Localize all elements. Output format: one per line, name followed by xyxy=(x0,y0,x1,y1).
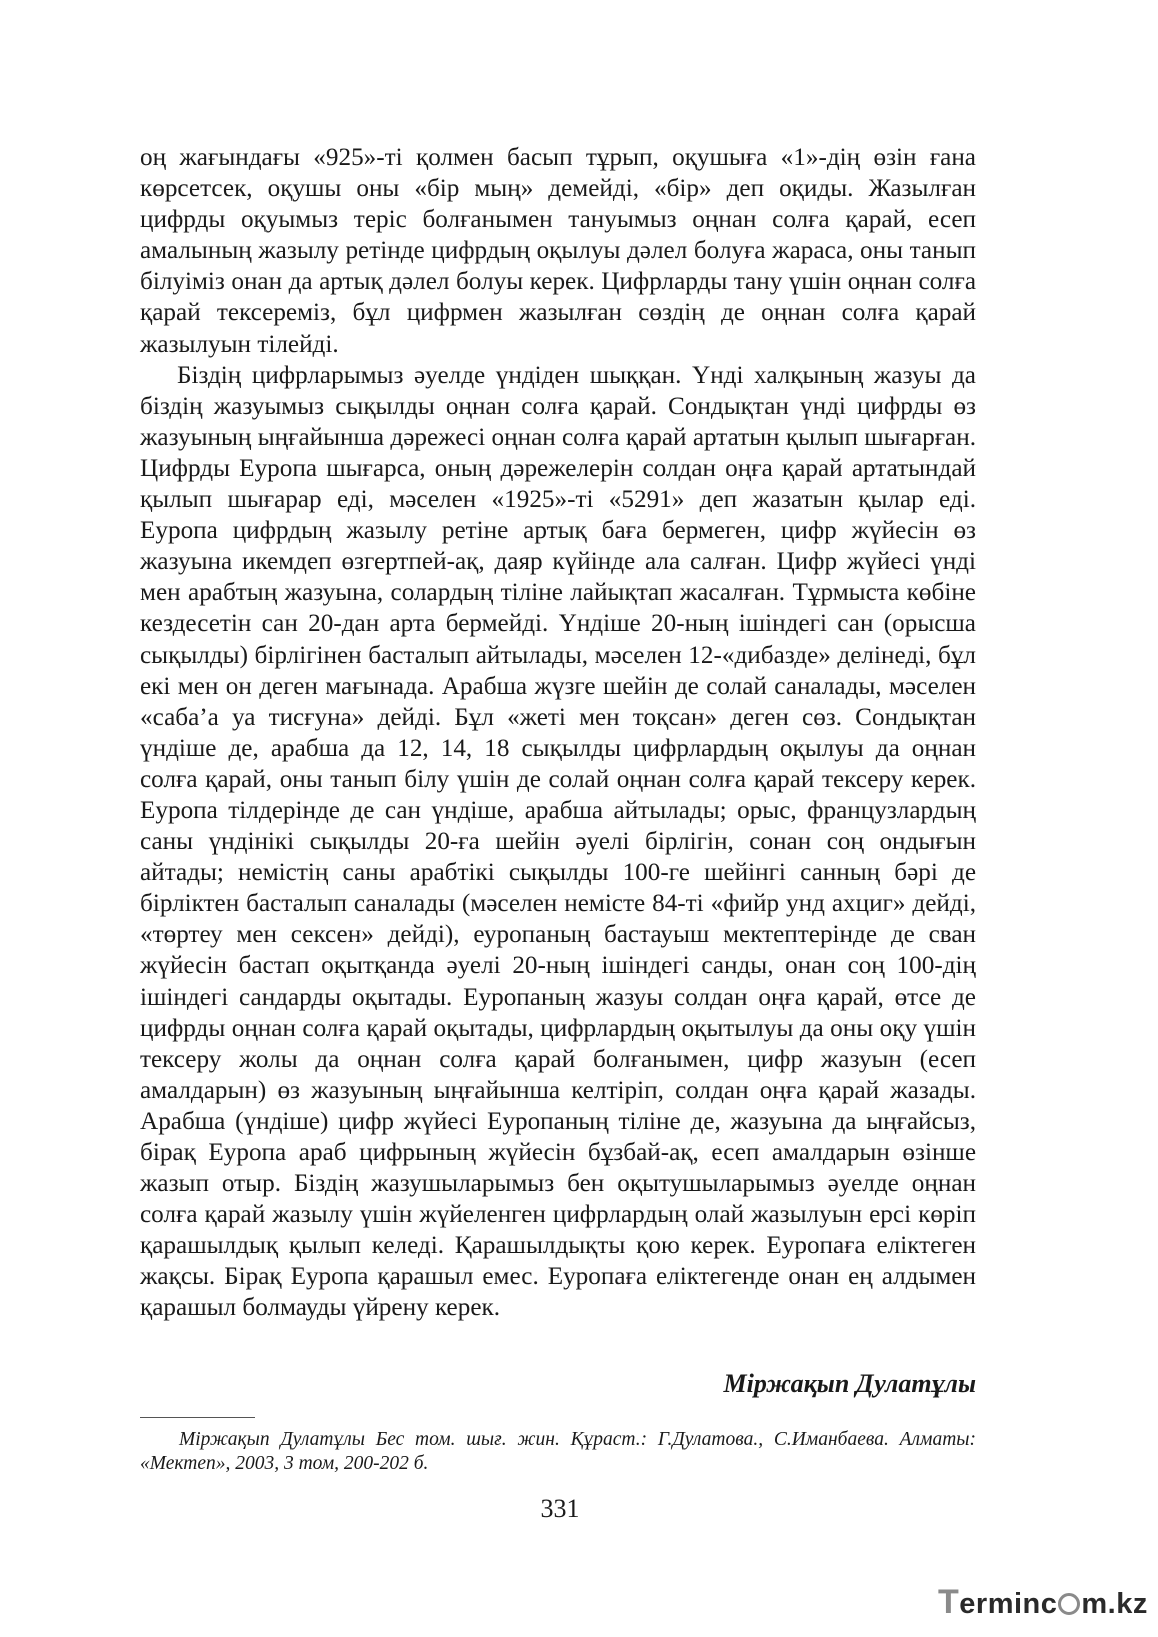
logo-text-part1: erminc xyxy=(959,1588,1058,1620)
main-text xyxy=(140,142,976,1324)
terminology-site-logo xyxy=(938,1580,1148,1624)
paragraph-2: Біздің цифрларымыз әуелде үндіден шыққан. Үнді халқының жазуы да біздің жазуымыз сықылды оңнан солға қарай. Сондықтан үнді цифрды өз жазуының ыңғайынша дәрежесі оңнан солға қарай артатын қылып шығарған. Цифрды Еуропа шығарса, оның дәрежелерін солдан оңға қарай артатындай қылып шығарар еді, мәселен «1925»-ті «5291» деп жазатын қылар еді. Еуропа цифрдың жазылу ретіне артық баға бермеген, цифр жүйесін өз жазуына икемдеп өзгертпей-ақ, даяр күйінде ала салған. Цифр жүйесі үнді мен арабтың жазуына, солардың тіліне лайықтап жасалған. Тұрмыста көбіне кездесетін сан 20-дан арта бермейді. Үндіше 20-ның ішіндегі сан (орысша сықылды) бірлігінен басталып айтылады, мәселен 12-«дибазде» делінеді, бұл екі мен он деген мағынада. Арабша жүзге шейін де солай саналады, мәселен «саба’а уа тисғуна» дейді. Бұл «жеті мен тоқсан» деген сөз. Сондықтан үндіше де, арабша да 12, 14, 18 сықылды цифрлардың оқылуы да оңнан солға қарай, оны танып білу үшін де солай оңнан солға қарай тексеру керек. Еуропа тілдерінде де сан үндіше, арабша айтылады; орыс, французлардың саны үндінікі сықылды 20-ға шейін әуелі бірлігін, сонан соң ондығын айтады; немістің саны арабтікі сықылды 100-ге шейінгі санның бәрі де бірліктен басталып саналады (мәселен немісте 84-ті «фийр унд ахциг» дейді, «төртеу мен сексен» дейді), еуропаның бастауыш мектептерінде де сван жүйесін бастап оқытқанда әуелі 20-ның ішіндегі санды, онан соң 100-дің ішіндегі сандарды оқытады. Еуропаның жазуы солдан оңға қарай, өтсе де цифрды оңнан солға қарай оқытады, цифрлардың оқытылуы да оны оқу үшін тексеру жолы да оңнан солға қарай болғанымен, цифр жазуын (есеп амалдарын) өз жазуының ыңғайынша келтіріп, солдан оңға қарай жазады. Арабша (үндіше) цифр жүйесі Еуропаның тіліне де, жазуына да ыңғайсыз, бірақ Еуропа араб цифрының жүйесін бұзбай-ақ, есеп амалдарын өзінше жазып отыр. Біздің жазушыларымыз бен оқытушыларымыз әуелде оңнан солға қарай жазылу үшін жүйеленген цифрлардың олай жазылуын ерсі көріп қарашылдық қылып келеді. Қарашылдықты қою керек. Еуропаға еліктеген жақсы. Бірақ Еуропа қарашыл емес. Еуропаға еліктегенде онан ең алдымен қарашыл болмауды үйрену керек. xyxy=(140,361,976,1322)
logo-text-part2: m.kz xyxy=(1081,1588,1148,1620)
logo-o-icon xyxy=(1058,1593,1080,1615)
logo-t-icon: T xyxy=(938,1583,960,1621)
page-number: 331 xyxy=(540,1494,580,1523)
paragraph-1: оң жағындағы «925»-ті қолмен басып тұрып, оқушыға «1»-дің өзін ғана көрсетсек, оқушы оны «бір мың» демейді, «бір» деп оқиды. Жазылған цифрды оқуымыз теріс болғанымен тануымыз оңнан солға қарай, есеп амалының жазылу ретінде цифрдың оқылуы дәлел болуға жараса, оны танып білуіміз онан да артық дәлел болуы керек. Цифрларды тану үшін оңнан солға қарай тексереміз, бұл цифрмен жазылған сөздің де оңнан солға қарай жазылуын тілейді. xyxy=(140,144,976,358)
footnote-divider xyxy=(140,1417,255,1418)
footnote: Міржақып Дулатұлы Бес том. шығ. жин. Құраст.: Г.Дулатова., С.Иманбаева. Алматы: «Мектеп», 2003, 3 том, 200-202 б. xyxy=(140,1429,976,1474)
author-signature: Міржақып Дулатұлы xyxy=(723,1369,976,1398)
